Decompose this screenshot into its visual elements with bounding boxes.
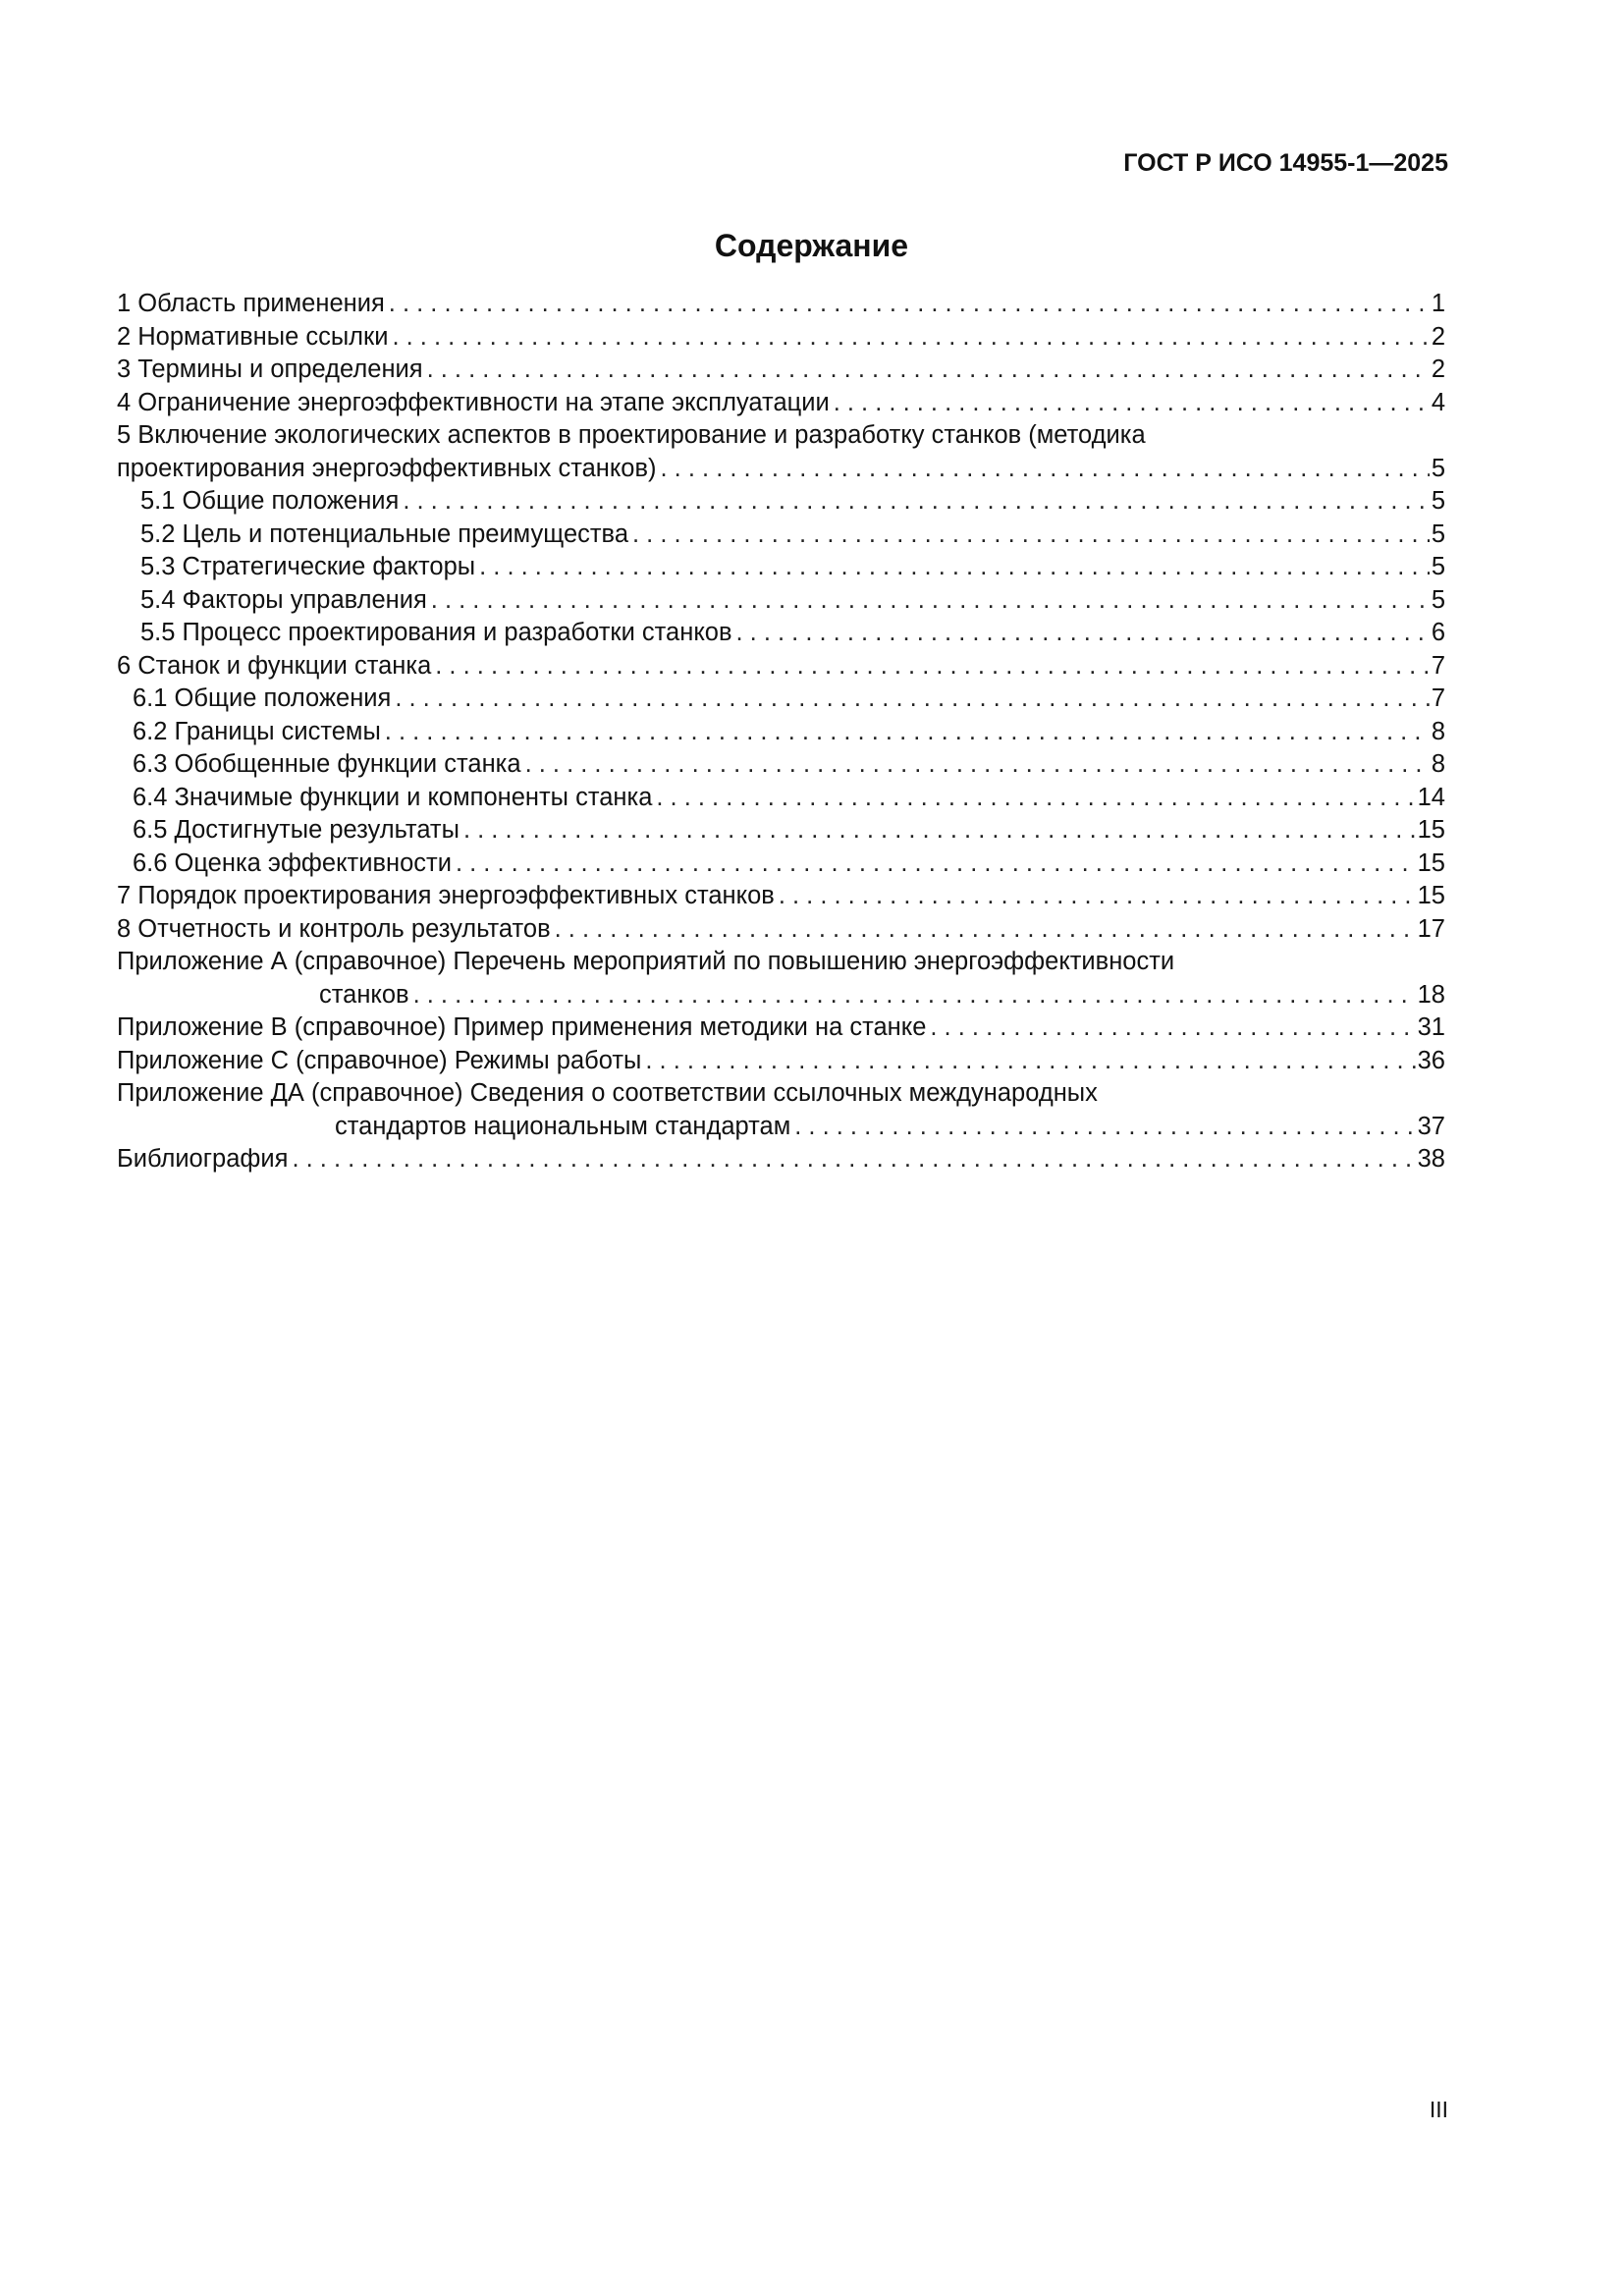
dot-leader — [395, 683, 1429, 716]
toc-entry[interactable] — [117, 321, 1445, 355]
dot-leader — [555, 913, 1416, 947]
toc-entry[interactable] — [117, 1011, 1445, 1045]
toc-entry-page: 18 — [1417, 980, 1445, 1009]
dot-leader — [661, 453, 1430, 486]
toc-entry-text-line2: станков — [319, 980, 409, 1009]
dot-leader — [834, 387, 1430, 420]
toc-entry[interactable] — [117, 617, 1445, 650]
dot-leader — [463, 814, 1416, 847]
toc-entry[interactable] — [117, 650, 1445, 683]
toc-entry-page: 17 — [1417, 914, 1445, 943]
toc-entry-page: 5 — [1431, 553, 1445, 580]
dot-leader — [292, 1143, 1415, 1176]
toc-entry-text: 6.3 Обобщенные функции станка — [133, 750, 521, 778]
toc-entry[interactable] — [117, 782, 1445, 815]
toc-entry-page: 5 — [1431, 487, 1445, 515]
toc-entry-text: 7 Порядок проектирования энергоэффективных станков — [117, 882, 775, 909]
dot-leader — [779, 880, 1416, 913]
document-code: ГОСТ Р ИСО 14955-1—2025 — [1123, 149, 1448, 177]
toc-entry[interactable] — [117, 387, 1445, 420]
dot-leader — [794, 1111, 1415, 1144]
toc-entry-page: 2 — [1431, 322, 1445, 351]
toc-entry-page: 15 — [1417, 816, 1445, 844]
dot-leader — [456, 847, 1416, 881]
toc-entry-text: 6.1 Общие положения — [133, 684, 392, 712]
toc-entry-text: 5.3 Стратегические факторы — [140, 553, 476, 580]
dot-leader — [435, 650, 1430, 683]
toc-entry[interactable] — [117, 584, 1445, 618]
toc-entry[interactable] — [117, 847, 1445, 881]
toc-entry-page: 8 — [1431, 717, 1445, 745]
toc-entry-page: 36 — [1417, 1046, 1445, 1074]
toc-entry[interactable] — [117, 354, 1445, 387]
toc-entry-page: 31 — [1417, 1013, 1445, 1041]
dot-leader — [389, 288, 1430, 321]
dot-leader — [736, 617, 1430, 650]
toc-entry[interactable] — [117, 519, 1445, 552]
toc-entry[interactable] — [117, 748, 1445, 782]
toc-title: Содержание — [714, 228, 909, 263]
toc-entry-page: 5 — [1431, 454, 1445, 482]
toc-entry-text-line1: Приложение ДА (справочное) Сведения о соответствии ссылочных международных — [117, 1079, 1098, 1107]
table-of-contents — [117, 288, 1445, 1176]
dot-leader — [656, 782, 1415, 815]
toc-entry-text: 6 Станок и функции станка — [117, 651, 432, 680]
dot-leader — [645, 1045, 1415, 1078]
toc-entry-page: 1 — [1431, 290, 1445, 317]
toc-entry-page: 38 — [1417, 1145, 1445, 1173]
toc-entry-text: 1 Область применения — [117, 290, 385, 317]
toc-entry-page: 4 — [1431, 388, 1445, 416]
toc-entry-text: 5.4 Факторы управления — [140, 585, 427, 614]
toc-entry[interactable] — [117, 419, 1445, 485]
toc-entry-text-line2: стандартов национальным стандартам — [335, 1112, 791, 1140]
toc-entry[interactable] — [117, 946, 1445, 1011]
dot-leader — [930, 1011, 1415, 1045]
dot-leader — [392, 321, 1429, 355]
dot-leader — [431, 584, 1430, 618]
toc-entry[interactable] — [117, 1077, 1445, 1143]
toc-entry-page: 37 — [1417, 1112, 1445, 1140]
toc-entry-text: 3 Термины и определения — [117, 355, 423, 383]
toc-entry-page: 7 — [1431, 684, 1445, 712]
toc-entry-text: 4 Ограничение энергоэффективности на этапе эксплуатации — [117, 388, 830, 416]
toc-entry-page: 6 — [1431, 619, 1445, 646]
toc-entry-page: 5 — [1431, 519, 1445, 548]
toc-entry-text-line1: 5 Включение экологических аспектов в проектирование и разработку станков (методика — [117, 421, 1146, 449]
dot-leader — [479, 551, 1430, 584]
toc-entry-page: 14 — [1417, 783, 1445, 811]
toc-entry-text: 6.4 Значимые функции и компоненты станка — [133, 783, 653, 811]
dot-leader — [427, 354, 1430, 387]
toc-entry-page: 7 — [1431, 651, 1445, 680]
dot-leader — [385, 716, 1430, 749]
toc-entry[interactable] — [117, 814, 1445, 847]
toc-entry-text-line2: проектирования энергоэффективных станков) — [117, 454, 657, 482]
toc-entry[interactable] — [117, 485, 1445, 519]
toc-entry[interactable] — [117, 913, 1445, 947]
toc-entry-text: 5.2 Цель и потенциальные преимущества — [140, 519, 629, 548]
toc-entry-text: Приложение В (справочное) Пример применения методики на станке — [117, 1013, 927, 1041]
toc-entry-text: Библиография — [117, 1145, 289, 1173]
toc-entry-text: 5.5 Процесс проектирования и разработки станков — [140, 619, 732, 646]
toc-entry-page: 5 — [1431, 585, 1445, 614]
toc-entry-page: 15 — [1417, 882, 1445, 909]
toc-entry[interactable] — [117, 716, 1445, 749]
toc-entry-text: Приложение С (справочное) Режимы работы — [117, 1046, 642, 1074]
toc-entry-text: 6.2 Границы системы — [133, 717, 381, 745]
toc-entry-page: 8 — [1431, 750, 1445, 778]
toc-entry-page: 15 — [1417, 848, 1445, 877]
toc-entry[interactable] — [117, 683, 1445, 716]
toc-entry-text: 6.5 Достигнутые результаты — [133, 816, 460, 844]
toc-entry[interactable] — [117, 880, 1445, 913]
toc-entry-text-line1: Приложение А (справочное) Перечень мероприятий по повышению энергоэффективности — [117, 948, 1175, 975]
toc-entry-text: 8 Отчетность и контроль результатов — [117, 914, 551, 943]
toc-entry[interactable] — [117, 1045, 1445, 1078]
toc-entry-text: 6.6 Оценка эффективности — [133, 848, 452, 877]
dot-leader — [403, 485, 1429, 519]
dot-leader — [525, 748, 1430, 782]
toc-entry[interactable] — [117, 288, 1445, 321]
toc-entry-text: 5.1 Общие положения — [140, 487, 400, 515]
page-number: III — [1429, 2097, 1448, 2122]
toc-entry-page: 2 — [1431, 355, 1445, 383]
dot-leader — [632, 519, 1430, 552]
toc-entry[interactable] — [117, 1143, 1445, 1176]
toc-entry-text: 2 Нормативные ссылки — [117, 322, 389, 351]
toc-entry[interactable] — [117, 551, 1445, 584]
dot-leader — [413, 979, 1416, 1012]
